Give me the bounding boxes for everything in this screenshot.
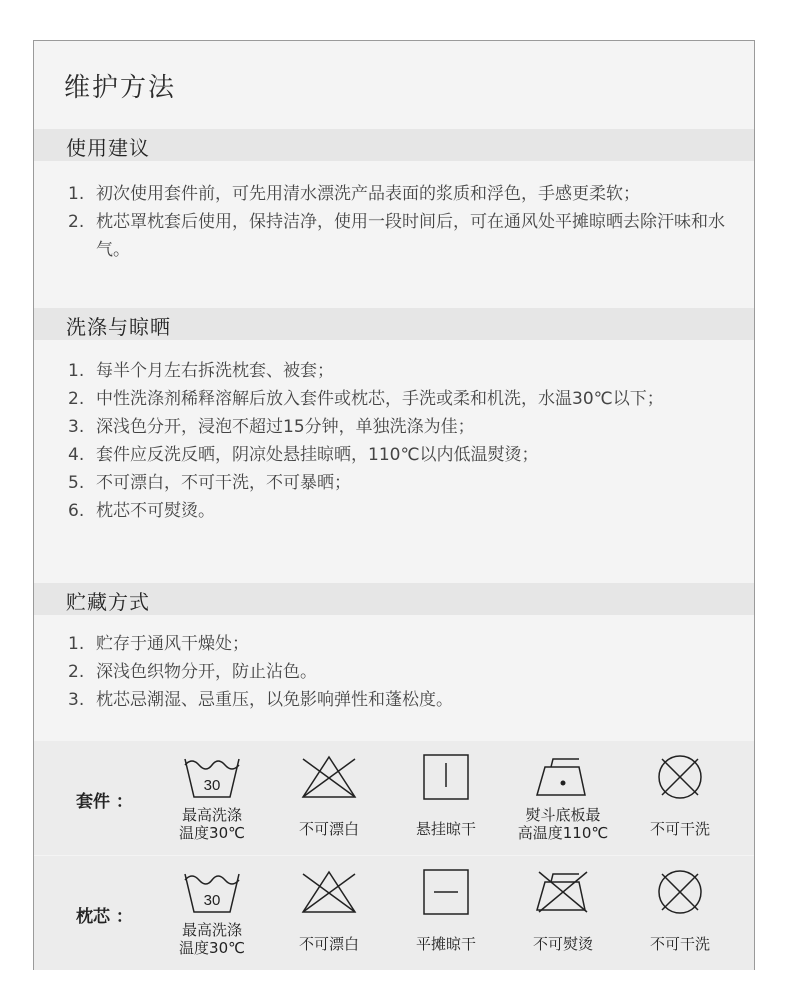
iron-symbol: 熨斗底板最 高温度110℃ <box>513 741 613 855</box>
list-item: 5. 不可漂白，不可干洗，不可暴晒； <box>68 473 351 493</box>
section-heading: 洗涤与晾晒 <box>66 315 171 339</box>
list-item: 2. 中性洗涤剂稀释溶解后放入套件或枕芯，手洗或柔和机洗，水温30℃以下； <box>68 389 664 409</box>
care-row-pillow <box>34 856 754 970</box>
row-label: 套件 ： <box>76 792 133 812</box>
section-header-storage <box>34 583 754 615</box>
care-row-set <box>34 741 754 855</box>
no-dryclean-symbol: 不可干洗 <box>630 741 730 855</box>
no-iron-symbol: 不可熨烫 <box>513 856 613 970</box>
wash-30-icon <box>182 868 242 916</box>
no-bleach-icon <box>299 753 359 801</box>
section-header-usage <box>34 129 754 161</box>
line-dry-icon <box>416 753 476 801</box>
row-label: 枕芯 ： <box>76 907 133 927</box>
storage-list <box>68 630 728 714</box>
dry-flat-icon <box>416 868 476 916</box>
page-title: 维护方法 <box>64 73 177 103</box>
list-item: 1. 初次使用套件前，可先用清水漂洗产品表面的浆质和浮色，手感更柔软； <box>68 184 640 204</box>
dry-flat-symbol: 平摊晾干 <box>396 856 496 970</box>
usage-list <box>68 180 728 264</box>
list-item: 4. 套件应反洗反晒，阴凉处悬挂晾晒，110℃以内低温熨烫； <box>68 445 539 465</box>
line-dry-symbol: 悬挂晾干 <box>396 741 496 855</box>
washing-list <box>68 357 728 525</box>
no-dryclean-icon <box>650 868 710 916</box>
section-heading: 使用建议 <box>66 136 150 160</box>
no-dryclean-icon <box>650 753 710 801</box>
no-bleach-symbol: 不可漂白 <box>279 856 379 970</box>
list-item: 1. 贮存于通风干燥处； <box>68 634 249 654</box>
section-heading: 贮藏方式 <box>66 590 150 614</box>
svg-text:30: 30 <box>203 777 221 794</box>
section-header-washing <box>34 308 754 340</box>
list-item: 1. 每半个月左右拆洗枕套、被套； <box>68 361 334 381</box>
list-item: 6. 枕芯不可熨烫。 <box>68 501 215 521</box>
wash-30-icon <box>182 753 242 801</box>
care-instructions-card <box>33 40 755 970</box>
wash-30-symbol: 30 最高洗涤 温度30℃ <box>162 856 262 970</box>
wash-30-symbol: 30 最高洗涤 温度30℃ <box>162 741 262 855</box>
no-bleach-symbol: 不可漂白 <box>279 741 379 855</box>
list-item: 2. 深浅色织物分开，防止沾色。 <box>68 662 317 682</box>
no-dryclean-symbol: 不可干洗 <box>630 856 730 970</box>
no-bleach-icon <box>299 868 359 916</box>
list-item: 3. 枕芯忌潮湿、忌重压，以免影响弹性和蓬松度。 <box>68 690 453 710</box>
list-item: 3. 深浅色分开，浸泡不超过15分钟，单独洗涤为佳； <box>68 417 475 437</box>
svg-text:30: 30 <box>203 892 221 909</box>
iron-low-icon <box>533 753 593 801</box>
no-iron-icon <box>533 868 593 916</box>
list-item: 2. 枕芯罩枕套后使用，保持洁净，使用一段时间后，可在通风处平摊晾晒去除汗味和水气。 <box>68 212 725 260</box>
